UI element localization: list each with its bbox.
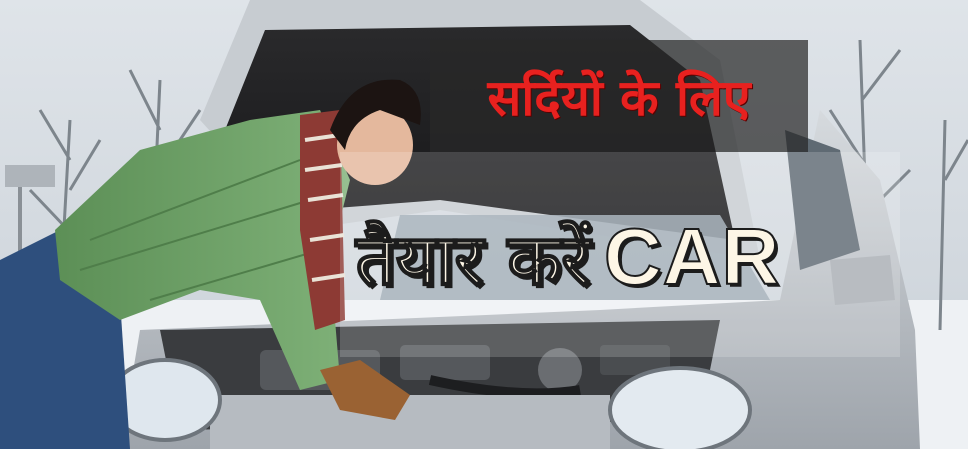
front-bumper xyxy=(210,395,610,449)
right-headlight xyxy=(610,368,750,449)
roadside-sign xyxy=(5,165,55,187)
headline-line2-english: CAR xyxy=(604,212,781,301)
headline-line2-hindi: तैयार करें xyxy=(356,219,591,301)
headline-banner-top xyxy=(430,40,808,152)
headline-line2 xyxy=(356,212,780,302)
headline-line1: सर्दियों के लिए xyxy=(487,69,751,127)
